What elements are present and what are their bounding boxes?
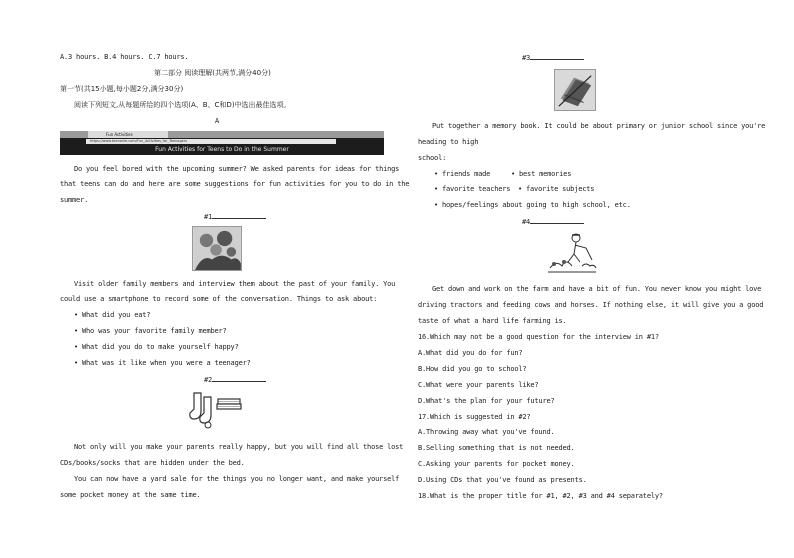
item3-line-1: Put together a memory book. It could be about primary or junior school since you're (432, 122, 766, 130)
socks-and-books-illustration (188, 389, 244, 429)
item1-heading: #1 (204, 212, 266, 222)
item1-bullet-1: • What did you eat? (74, 311, 151, 319)
website-banner-image (60, 131, 384, 155)
part-two-heading: 第二部分 阅读理解(共两节,满分40分) (154, 69, 271, 77)
q17-option-b: B.Selling something that is not needed. (418, 444, 575, 452)
item1-line-1: Visit older family members and interview them about the past of your family. You (74, 280, 396, 288)
item3-bullet-subjects: • favorite subjects (518, 185, 595, 193)
item2-line-4: some pocket money at the same time. (60, 491, 201, 499)
question-17: 17.Which is suggested in #2? (418, 413, 531, 421)
item3-heading: #3 (522, 53, 584, 63)
item3-bullet-memories: • best memories (511, 170, 572, 178)
q16-option-c: C.What were your parents like? (418, 381, 539, 389)
q17-option-c: C.Asking your parents for pocket money. (418, 460, 575, 468)
passage-label: A (215, 117, 220, 125)
q16-option-d: D.What's the plan for your future? (418, 397, 555, 405)
item3-bullet-teachers: • favorite teachers (434, 185, 511, 193)
item4-heading: #4 (522, 217, 584, 227)
question-16: 16.Which may not be a good question for the interview in #1? (418, 333, 659, 341)
q16-option-b: B.How did you go to school? (418, 365, 527, 373)
instructions: 阅读下列短文,从每题所给的四个选项(A、B、C和D)中选出最佳选项。 (74, 101, 291, 109)
item4-line-1: Get down and work on the farm and have a bit of fun. You never know you might love (432, 285, 762, 293)
browser-tab: Fun Activities (88, 131, 168, 138)
memory-book-photo-image (554, 69, 596, 111)
item2-line-1: Not only will you make your parents really happy, but you will find all those lost (74, 443, 404, 451)
item1-line-2: could use a smartphone to record some of the conversation. Things to ask about: (60, 295, 378, 303)
q17-option-a: A.Throwing away what you've found. (418, 428, 555, 436)
q15-answer-choices: A.3 hours. B.4 hours. C.7 hours. (60, 53, 189, 61)
q16-option-a: A.What did you do for fun? (418, 349, 523, 357)
item2-line-3: You can now have a yard sale for the things you no longer want, and make yourself (74, 475, 400, 483)
item4-line-3: taste of what a hard life farming is. (418, 317, 567, 325)
banner-title: Fun Activities for Teens to Do in the Summer (155, 146, 289, 153)
question-18: 18.What is the proper title for #1, #2, #3 and #4 separately? (418, 492, 663, 500)
item4-line-2: driving tractors and feeding cows and horses. If nothing else, it will give you a good (418, 301, 764, 309)
intro-line-1: Do you feel bored with the upcoming summer? We asked parents for ideas for things (74, 165, 400, 173)
item2-heading: #2 (204, 375, 266, 385)
family-photo-image (192, 226, 242, 271)
browser-tab-bar (60, 131, 384, 138)
item2-line-2: CDs/books/socks that are hidden under the bed. (60, 459, 245, 467)
browser-url-bar: https://www.teenwire.com/Fun_Activities_for_Teenagers (86, 139, 336, 144)
section-one-heading: 第一节(共15小题,每小题2分,满分30分) (60, 85, 184, 93)
intro-line-2: that teens can do and here are some suggestions for fun activities for you to do in the (60, 180, 410, 188)
q17-option-d: D.Using CDs that you've found as presents. (418, 476, 587, 484)
intro-line-3: summer. (60, 196, 89, 204)
item1-bullet-4: • What was it like when you were a teenager? (74, 359, 251, 367)
item1-bullet-2: • Who was your favorite family member? (74, 327, 227, 335)
farm-worker-illustration (546, 230, 598, 274)
item3-bullet-hopes: • hopes/feelings about going to high school, etc. (434, 201, 631, 209)
item1-bullet-3: • What did you do to make yourself happy? (74, 343, 239, 351)
item3-line-3: school: (418, 154, 447, 162)
item3-bullet-friends: • friends made (434, 170, 491, 178)
item3-line-2: heading to high (418, 138, 479, 146)
